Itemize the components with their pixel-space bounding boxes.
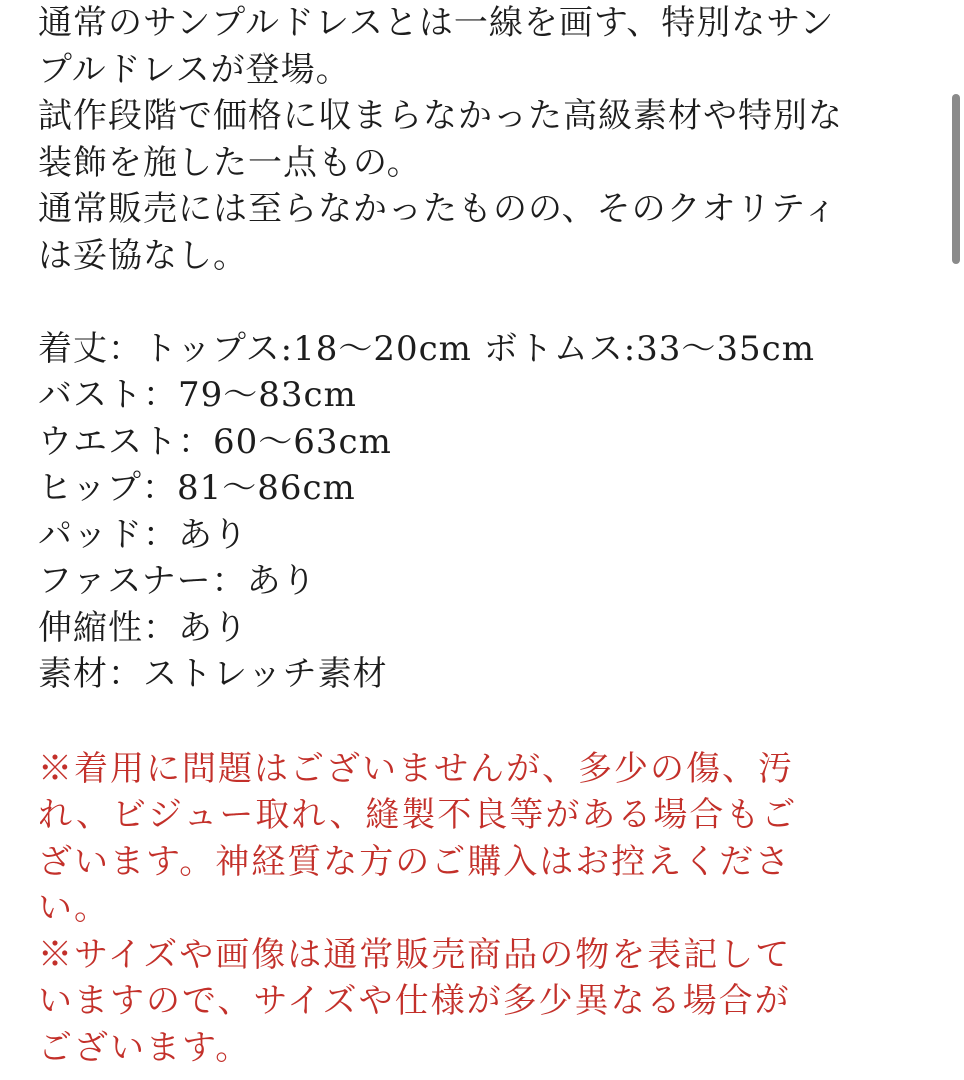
spec-material: 素材：ストレッチ素材 (38, 654, 388, 694)
spec-bust: バスト：79〜83cm (38, 375, 357, 415)
notice-line: れ、ビジュー取れ、縫製不良等がある場合もご (38, 795, 798, 835)
notice-line: いますので、サイズや仕様が多少異なる場合が (38, 981, 791, 1021)
notice-line: ※着用に問題はございませんが、多少の傷、汚 (38, 748, 794, 789)
spec-list (38, 326, 918, 698)
notice-line: ※サイズや画像は通常販売商品の物を表記して (38, 934, 792, 975)
spec-length: 着丈：トップス:18〜20cm ボトムス:33〜35cm (38, 328, 815, 369)
spec-pad: パッド：あり (38, 514, 248, 555)
vertical-scrollbar[interactable] (952, 94, 960, 264)
spec-hip: ヒップ：81〜86cm (38, 468, 356, 508)
intro-line: 通常のサンプルドレスとは一線を画す、特別なサン (38, 3, 835, 43)
notice-block (38, 746, 918, 1072)
spec-zipper: ファスナー：あり (38, 561, 317, 601)
spec-waist: ウエスト：60〜63cm (38, 421, 392, 462)
intro-paragraph (38, 0, 918, 279)
paragraph-spacer (38, 279, 918, 326)
notice-line: ざいます。神経質な方のご購入はお控えくださ (38, 841, 792, 882)
intro-line: 通常販売には至らなかったものの、そのクオリティ (38, 189, 839, 229)
intro-line: プルドレスが登場。 (38, 49, 351, 90)
intro-line: は妥協なし。 (38, 235, 248, 276)
notice-line: い。 (38, 888, 110, 928)
description-content (38, 0, 918, 1071)
notice-line: ございます。 (38, 1027, 252, 1068)
spec-stretch: 伸縮性：あり (38, 607, 248, 648)
intro-line: 試作段階で価格に収まらなかった高級素材や特別な (38, 96, 843, 136)
intro-line: 装飾を施した一点もの。 (38, 142, 422, 183)
